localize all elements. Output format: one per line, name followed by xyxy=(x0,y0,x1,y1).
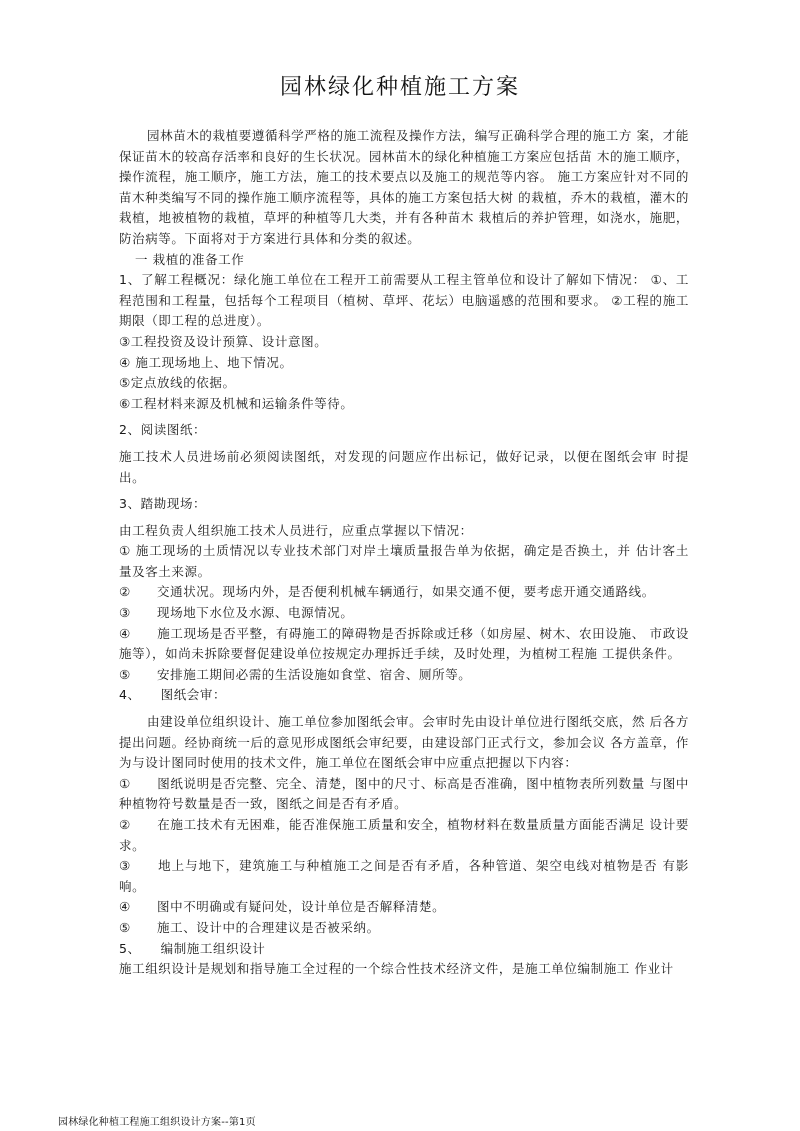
list-item: ③ 现场地下水位及水源、电源情况。 xyxy=(119,605,354,621)
list-item: ① 施工现场的土质情况以专业技术部门对岸土壤质量报告单为依据，确定是否换土，并 估计客土量及客土来源。 xyxy=(119,543,689,579)
section-heading: 一 栽植的准备工作 xyxy=(135,251,245,267)
document-body xyxy=(119,126,689,980)
paragraph: 由工程负责人组织施工技术人员进行，应重点掌握以下情况： xyxy=(119,522,473,538)
list-item: ③工程投资及设计预算、设计意图。 xyxy=(119,333,328,349)
list-item: ④ 施工现场是否平整，有碍施工的障碍物是否拆除或迁移（如房屋、树木、农田设施、 市政设施等），如尚未拆除要督促建设单位按规定办理拆迁手续，及时处理，为植树工程施 工提供条件。 xyxy=(119,625,689,662)
subsection-heading: 4、 图纸会审： xyxy=(119,687,227,703)
list-item: ⑤ 施工、设计中的合理建议是否被采纳。 xyxy=(119,919,380,935)
paragraph: 施工组织设计是规划和指导施工全过程的一个综合性技术经济文件，是施工单位编制施工 作业计 xyxy=(119,961,674,977)
subsection-heading: 2、阅读图纸： xyxy=(119,422,207,438)
paragraph: 施工技术人员进场前必须阅读图纸，对发现的问题应作出标记，做好记录，以便在图纸会审 时提出。 xyxy=(119,448,689,485)
list-item: ② 交通状况。现场内外，是否便利机械车辆通行，如果交通不便，要考虑开通交通路线。 xyxy=(119,584,655,600)
subsection-heading: 5、 编制施工组织设计 xyxy=(119,940,266,956)
subsection-heading: 3、踏勘现场： xyxy=(119,496,207,512)
list-item: ⑤ 安排施工期间必需的生活设施如食堂、宿舍、厕所等。 xyxy=(119,666,472,682)
list-item: ③ 地上与地下，建筑施工与种植施工之间是否有矛盾，各种管道、架空电线对植物是否 有影响。 xyxy=(119,858,689,894)
paragraph: 1、了解工程概况：绿化施工单位在工程开工前需要从工程主管单位和设计了解如下情况： ①、工程范围和工程量，包括每个工程项目（植树、草坪、花坛）电脑遥感的范围和要求。 ②工程的施工期限（即工程的总进度）。 xyxy=(119,272,689,329)
list-item: ④ 图中不明确或有疑问处，设计单位是否解释清楚。 xyxy=(119,899,446,915)
list-item: ② 在施工技术有无困难，能否准保施工质量和安全，植物材料在数量质量方面能否满足 设计要求。 xyxy=(119,817,689,853)
paragraph: 由建设单位组织设计、施工单位参加图纸会审。会审时先由设计单位进行图纸交底，然 后各方提出问题。经协商统一后的意见形成图纸会审纪要，由建设部门正式行文，参加会议 各方盖章，作为与设计图同时使用的技术文件，施工单位在图纸会审中应重点把握以下内容： xyxy=(119,714,689,771)
list-item: ⑥工程材料来源及机械和运输条件等待。 xyxy=(119,395,354,411)
document-title: 园林绿化种植施工方案 xyxy=(279,75,520,100)
list-item: ⑤定点放线的依据。 xyxy=(119,375,236,391)
page-footer: 园林绿化种植工程施工组织设计方案--第1页 xyxy=(58,1117,256,1128)
intro-paragraph: 园林苗木的栽植要遵循科学严格的施工流程及操作方法，编写正确科学合理的施工方 案，才能保证苗木的较高存活率和良好的生长状况。园林苗木的绿化种植施工方案应包括苗 木的施工顺序，操作流程，施工顺序，施工方法，施工的技术要点以及施工的规范等内容。 施工方案应针对不同的苗木种类编写不同的操作施工顺序流程等，具体的施工方案包括大树 的栽植，乔木的栽植，灌木的栽植，地被植物的栽植，草坪的种植等几大类，并有各种苗木 栽植后的养护管理，如浇水，施肥，防治病等。下面将对于方案进行具体和分类的叙述。 xyxy=(119,128,689,246)
list-item: ④ 施工现场地上、地下情况。 xyxy=(119,354,293,370)
list-item: ① 图纸说明是否完整、完全、清楚，图中的尺寸、标高是否准确，图中植物表所列数量 与图中种植物符号数量是否一致，图纸之间是否有矛盾。 xyxy=(119,775,689,812)
